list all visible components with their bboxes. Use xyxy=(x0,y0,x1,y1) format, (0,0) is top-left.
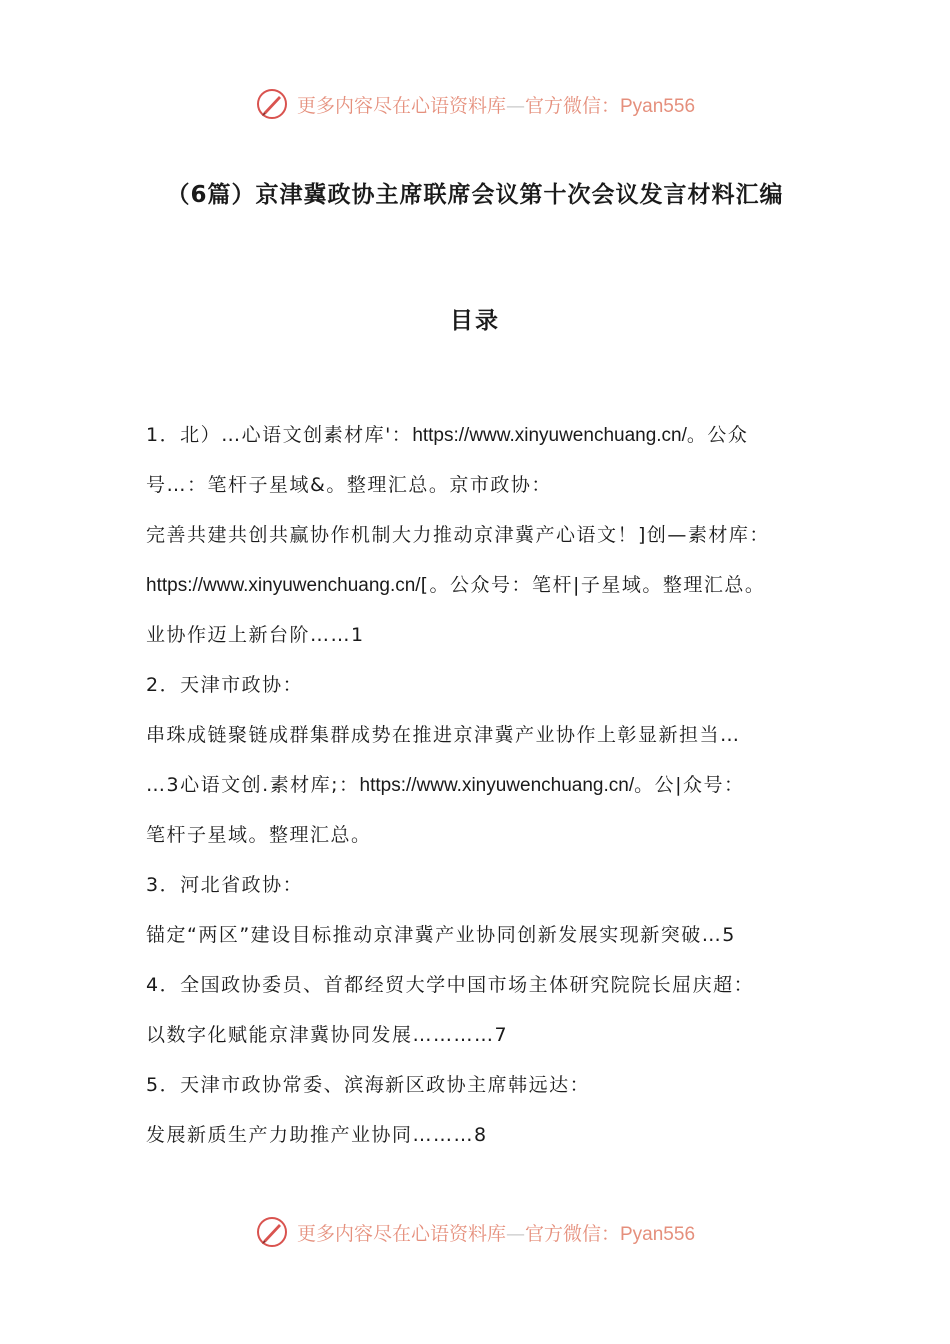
toc-line: https://www.xinyuwenchuang.cn/[。公众号：笔杆|子星域。整理汇总。 xyxy=(146,574,766,596)
toc-line: 业协作迈上新台阶……1 xyxy=(146,624,365,646)
toc-line: 3．河北省政协： xyxy=(146,874,304,896)
toc-line: 锚定“两区”建设目标推动京津冀产业协同创新发展实现新突破…5 xyxy=(146,924,736,946)
toc-line: 号…：笔杆子星域&。整理汇总。京市政协： xyxy=(146,474,552,496)
pen-logo-icon xyxy=(255,1215,289,1249)
toc-line: 发展新质生产力助推产业协同………8 xyxy=(146,1124,488,1146)
toc-line: …3心语文创.素材库;：https://www.xinyuwenchuang.cn/。公|众号： xyxy=(146,774,745,796)
table-of-contents xyxy=(146,410,836,1160)
toc-line: 4．全国政协委员、首都经贸大学中国市场主体研究院院长屈庆超： xyxy=(146,974,755,996)
toc-line: 5．天津市政协常委、滨海新区政协主席韩远达： xyxy=(146,1074,591,1096)
toc-line: 1．北）…心语文创素材库'：https://www.xinyuwenchuang.cn/。公众 xyxy=(146,424,749,446)
toc-line: 2．天津市政协： xyxy=(146,674,304,696)
footer-watermark-banner xyxy=(0,1212,950,1252)
toc-line: 以数字化赋能京津冀协同发展…………7 xyxy=(146,1024,509,1046)
toc-line: 完善共建共创共赢协作机制大力推动京津冀产心语文！]创—素材库： xyxy=(146,524,770,546)
banner-text: 更多内容尽在心语资料库—官方微信：Pyan556 xyxy=(296,94,696,117)
document-title: （6篇）京津冀政协主席联席会议第十次会议发言材料汇编 xyxy=(166,182,784,208)
toc-heading: 目录 xyxy=(450,308,500,334)
toc-line: 笔杆子星域。整理汇总。 xyxy=(146,824,372,846)
pen-logo-icon xyxy=(255,87,289,121)
toc-line: 串珠成链聚链成群集群成势在推进京津冀产业协作上彰显新担当… xyxy=(146,724,741,746)
banner-text: 更多内容尽在心语资料库—官方微信：Pyan556 xyxy=(296,1222,696,1245)
header-watermark-banner xyxy=(0,84,950,124)
